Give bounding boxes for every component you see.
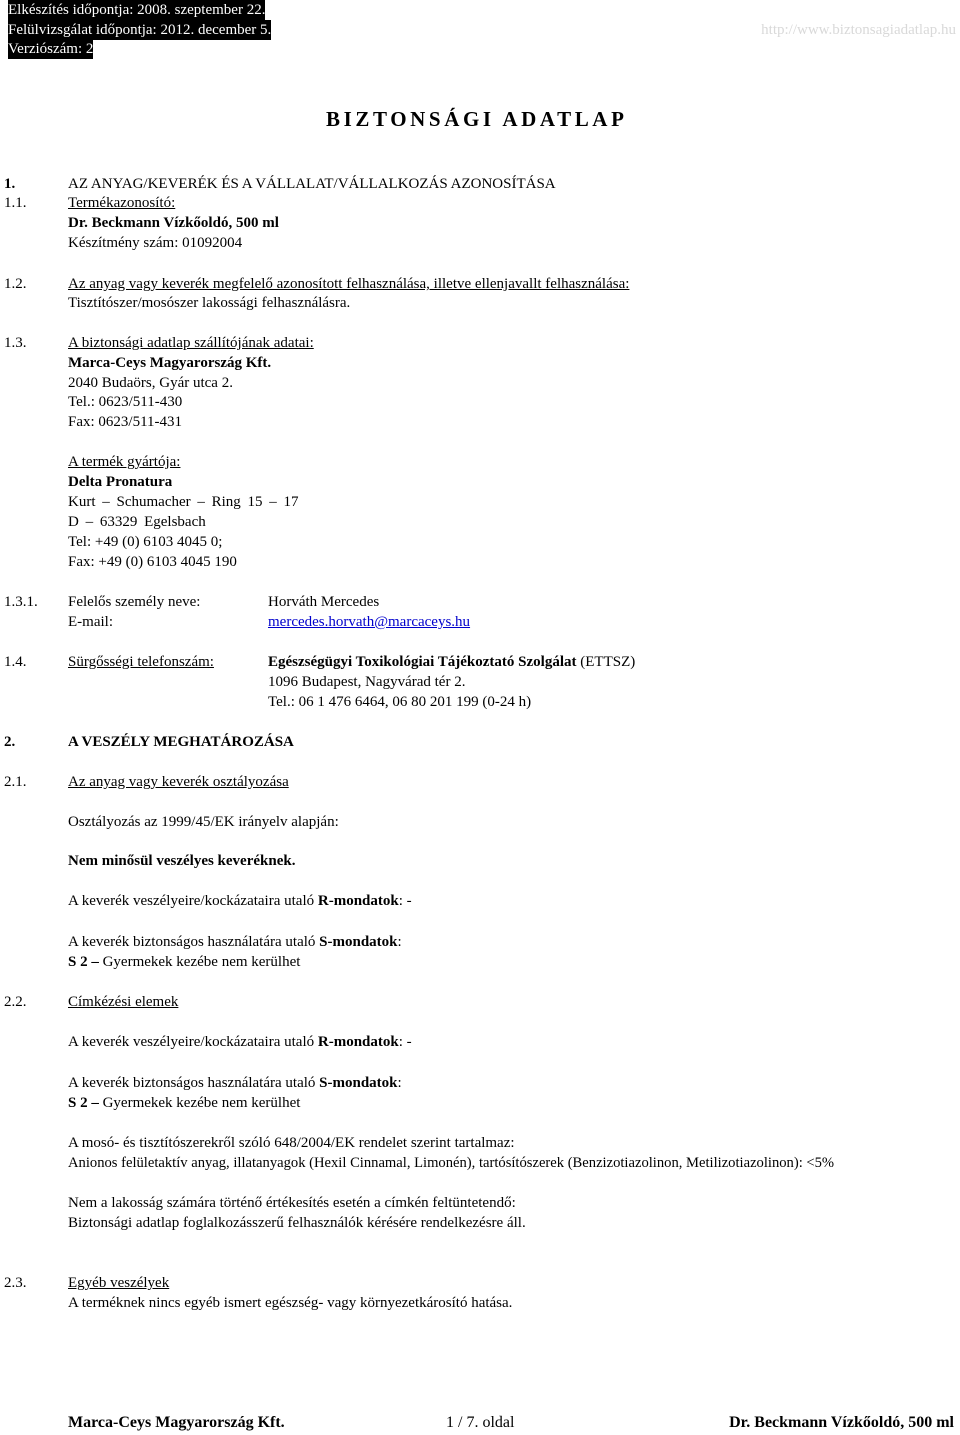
s23-text: A terméknek nincs egyéb ismert egészség- vagy környezetkárosító hatása.: [68, 1295, 513, 1311]
s2-num: 2.: [4, 734, 16, 750]
product-name: Dr. Beckmann Vízkőoldó, 500 ml: [68, 215, 279, 231]
s22-r-phrases: [68, 1032, 412, 1052]
person-label: Felelős személy neve:: [68, 594, 201, 610]
person-value: Horváth Mercedes: [268, 594, 380, 610]
s21-r-phrases: [68, 891, 412, 911]
s23-label: Egyéb veszélyek: [68, 1275, 170, 1291]
s131-num: 1.3.1.: [4, 594, 38, 610]
s21-s2-text: Gyermekek kezébe nem kerülhet: [98, 954, 301, 970]
s11-num: 1.1.: [4, 195, 27, 211]
s22-s-bold: S-mondatok: [319, 1075, 398, 1091]
classification-verdict: Nem minősül veszélyes keveréknek.: [68, 853, 296, 869]
manufacturer-label: A termék gyártója:: [68, 454, 181, 470]
detergent-content: Anionos felületaktív anyag, illatanyagok (Hexil Cinnamal, Limonén), tartósítószerek (Benzizotiazolinon, Metilizotiazolinon): <5%: [68, 1155, 835, 1171]
s14-num: 1.4.: [4, 654, 27, 670]
manufacturer-street: Kurt – Schumacher – Ring 15 – 17: [68, 494, 299, 510]
manufacturer-name: Delta Pronatura: [68, 474, 173, 490]
s2-title: A VESZÉLY MEGHATÁROZÁSA: [68, 734, 294, 750]
s22-r-pre: A keverék veszélyeire/kockázataira utaló: [68, 1034, 318, 1050]
supplier-fax: Fax: 0623/511-431: [68, 414, 183, 430]
nonpublic-label: Nem a lakosság számára történő értékesítés esetén a címkén feltüntetendő:: [68, 1195, 516, 1211]
s12-num: 1.2.: [4, 276, 27, 292]
emergency-tel: Tel.: 06 1 476 6464, 06 80 201 199 (0-24 h): [268, 694, 532, 710]
s21-r-post: : -: [398, 893, 412, 909]
s21-label: Az anyag vagy keverék osztályozása: [68, 774, 289, 790]
manufacturer-city: D – 63329 Egelsbach: [68, 514, 206, 530]
s22-s2-phrase: [68, 1093, 300, 1113]
prep-number: Készítmény szám: 01092004: [68, 235, 243, 251]
s13-label: A biztonsági adatlap szállítójának adatai:: [68, 335, 314, 351]
footer-page: 1 / 7. oldal: [446, 1414, 515, 1431]
header-created: Elkészítés időpontja: 2008. szeptember 22.: [8, 2, 266, 18]
s11-label: Termékazonosító:: [68, 195, 176, 211]
s22-s-post: :: [397, 1075, 402, 1091]
footer-company: Marca-Ceys Magyarország Kft.: [68, 1414, 285, 1431]
email-label: E-mail:: [68, 614, 113, 630]
classification-basis: Osztályozás az 1999/45/EK irányelv alapján:: [68, 814, 339, 830]
s22-num: 2.2.: [4, 994, 27, 1010]
emergency-org-abbr: (ETTSZ): [576, 654, 636, 670]
s21-r-pre: A keverék veszélyeire/kockázataira utaló: [68, 893, 318, 909]
s1-num: 1.: [4, 176, 16, 192]
s22-s2-code: S 2 –: [68, 1095, 99, 1111]
email-link[interactable]: mercedes.horvath@marcaceys.hu: [268, 614, 471, 630]
emergency-address: 1096 Budapest, Nagyvárad tér 2.: [268, 674, 466, 690]
s21-s-pre: A keverék biztonságos használatára utaló: [68, 934, 320, 950]
s21-s2-code: S 2 –: [68, 954, 99, 970]
header-version: Verziószám: 2: [8, 41, 94, 57]
s21-s-bold: S-mondatok: [319, 934, 398, 950]
s23-num: 2.3.: [4, 1275, 27, 1291]
header-url[interactable]: http://www.biztonsagiadatlap.hu: [761, 22, 956, 38]
supplier-name: Marca-Ceys Magyarország Kft.: [68, 355, 272, 371]
s21-s-phrases: [68, 932, 402, 952]
s21-s2-phrase: [68, 952, 300, 972]
supplier-address: 2040 Budaörs, Gyár utca 2.: [68, 375, 233, 391]
s21-s-post: :: [397, 934, 402, 950]
s12-use: Tisztítószer/mosószer lakossági felhasználásra.: [68, 295, 351, 311]
s12-label: Az anyag vagy keverék megfelelő azonosított felhasználása, illetve ellenjavallt felhasználása:: [68, 276, 630, 292]
supplier-tel: Tel.: 0623/511-430: [68, 394, 183, 410]
s22-r-bold: R-mondatok: [317, 1034, 399, 1050]
s13-num: 1.3.: [4, 335, 27, 351]
header-revised: Felülvizsgálat időpontja: 2012. december 5.: [8, 22, 272, 38]
detergent-label: A mosó- és tisztítószerekről szóló 648/2004/EK rendelet szerint tartalmaz:: [68, 1135, 515, 1151]
s22-s2-text: Gyermekek kezébe nem kerülhet: [98, 1095, 301, 1111]
s22-s-phrases: [68, 1073, 402, 1093]
s22-label: Címkézési elemek: [68, 994, 179, 1010]
footer-product: Dr. Beckmann Vízkőoldó, 500 ml: [729, 1414, 954, 1431]
doc-title: BIZTONSÁGI ADATLAP: [326, 107, 628, 131]
s22-s-pre: A keverék biztonságos használatára utaló: [68, 1075, 320, 1091]
emergency-org: [268, 652, 635, 672]
nonpublic-text: Biztonsági adatlap foglalkozásszerű felhasználók kérésére rendelkezésre áll.: [68, 1215, 526, 1231]
manufacturer-fax: Fax: +49 (0) 6103 4045 190: [68, 554, 237, 570]
s22-r-post: : -: [398, 1034, 412, 1050]
s21-num: 2.1.: [4, 774, 27, 790]
emergency-org-name: Egészségügyi Toxikológiai Tájékoztató Szolgálat: [268, 654, 577, 670]
s14-label: Sürgősségi telefonszám:: [68, 654, 214, 670]
s21-r-bold: R-mondatok: [317, 893, 399, 909]
manufacturer-tel: Tel: +49 (0) 6103 4045 0;: [68, 534, 223, 550]
s1-title: AZ ANYAG/KEVERÉK ÉS A VÁLLALAT/VÁLLALKOZÁS AZONOSÍTÁSA: [68, 176, 556, 192]
